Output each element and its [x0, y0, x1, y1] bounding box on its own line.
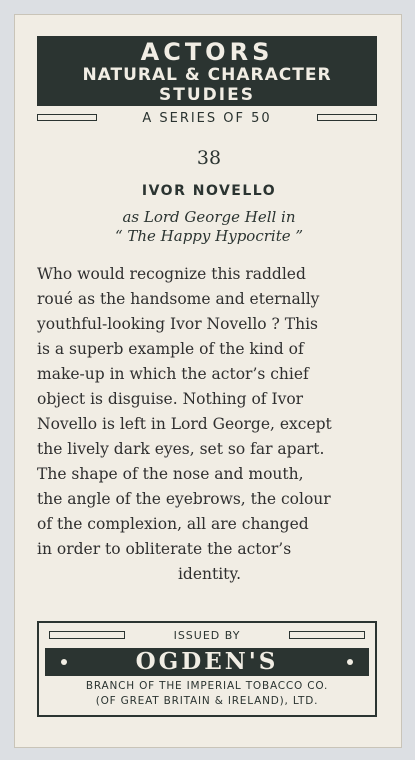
description-text	[37, 262, 382, 587]
description-line: Novello is left in Lord George, except	[37, 415, 332, 433]
branch-line-2: (OF GREAT BRITAIN & IRELAND), LTD.	[95, 695, 319, 707]
description-line: roué as the handsome and eternally	[37, 290, 320, 308]
bullet-left	[61, 659, 67, 665]
role-line-1: as Lord George Hell in	[122, 208, 296, 226]
cigarette-card	[14, 14, 402, 748]
description-line: the lively dark eyes, set so far apart.	[37, 440, 325, 458]
issued-by-label: ISSUED BY	[173, 629, 241, 642]
role-line-2: “ The Happy Hypocrite ”	[114, 227, 304, 245]
brand-banner	[45, 648, 369, 676]
actor-name: IVOR NOVELLO	[141, 183, 277, 199]
series-label: A SERIES OF 50	[142, 111, 272, 126]
issuer-panel	[37, 621, 377, 717]
role-caption	[15, 208, 403, 246]
title-line-3: STUDIES	[159, 85, 255, 105]
description-line: of the complexion, all are changed	[37, 515, 309, 533]
brand-name: OGDEN'S	[135, 648, 279, 675]
title-line-2: NATURAL & CHARACTER	[82, 65, 332, 85]
description-line: is a superb example of the kind of	[37, 340, 304, 358]
right-rule	[317, 114, 377, 121]
description-line: youthful-looking Ivor Novello ? This	[37, 315, 319, 333]
bullet-right	[347, 659, 353, 665]
description-line: identity.	[177, 565, 242, 583]
footer-right-rule	[289, 631, 365, 639]
branch-line-1: BRANCH OF THE IMPERIAL TOBACCO CO.	[85, 680, 329, 692]
description-line: The shape of the nose and mouth,	[37, 465, 304, 483]
description-line: Who would recognize this raddled	[37, 265, 306, 283]
description-line: make-up in which the actor’s chief	[37, 365, 309, 383]
card-number: 38	[196, 147, 222, 169]
left-rule	[37, 114, 97, 121]
description-line: in order to obliterate the actor’s	[37, 540, 292, 558]
description-line: the angle of the eyebrows, the colour	[37, 490, 331, 508]
description-line: object is disguise. Nothing of Ivor	[37, 390, 304, 408]
title-line-1: ACTORS	[140, 38, 274, 66]
series-caption	[37, 111, 377, 127]
title-banner	[37, 36, 377, 106]
branch-text	[39, 679, 375, 709]
